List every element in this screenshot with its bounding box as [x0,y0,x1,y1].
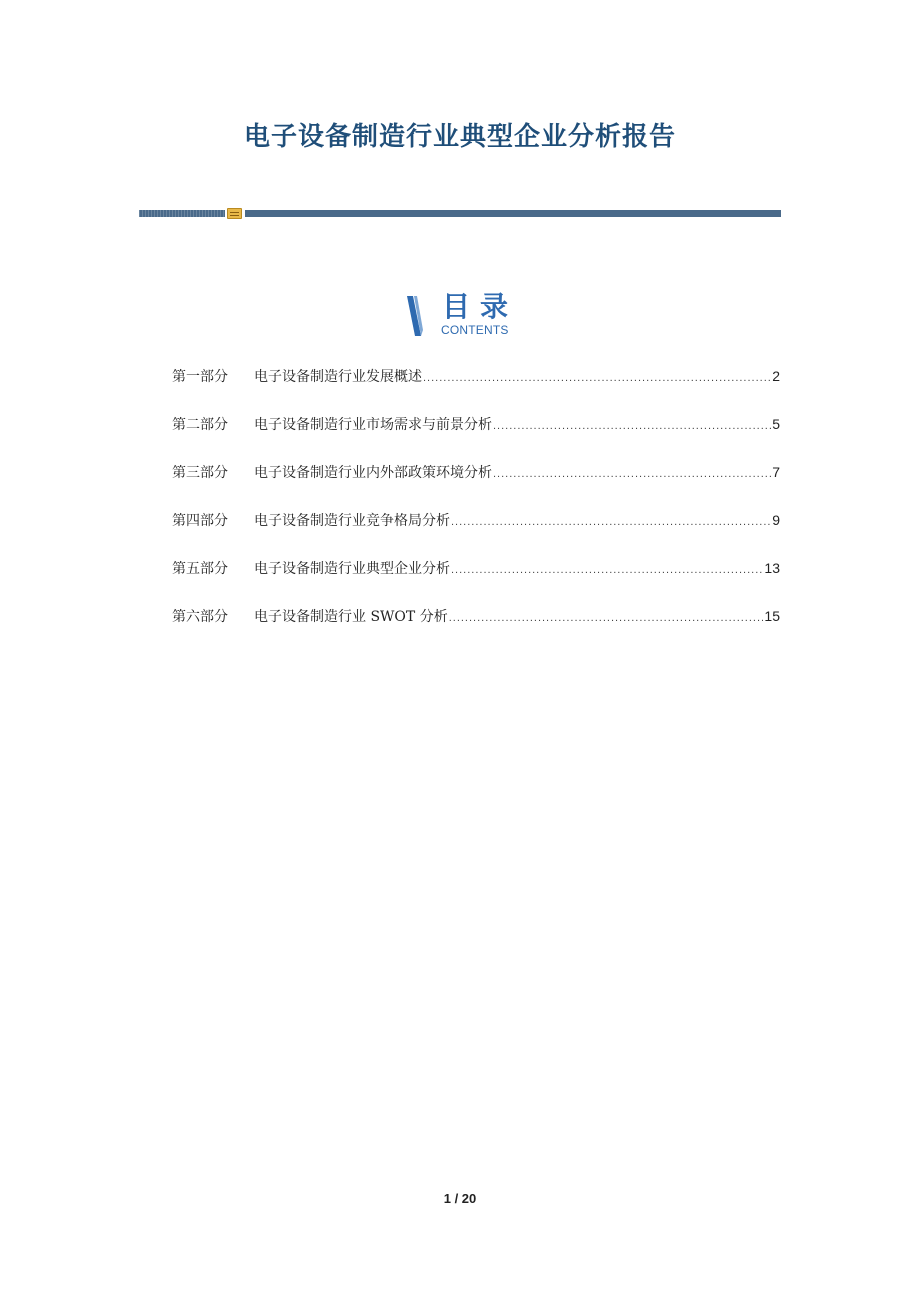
toc-item-leader [493,420,771,432]
toc-item-5[interactable] [172,558,780,606]
toc-item-4[interactable] [172,510,780,558]
toc-item-3[interactable] [172,462,780,510]
toc-item-label: 电子设备制造行业发展概述 [254,369,422,385]
toc-item-label: 电子设备制造行业 SWOT 分析 [254,609,448,625]
toc-item-leader [493,468,771,480]
title-divider [139,208,781,218]
toc-item-part: 第五部分 [172,561,228,577]
toc-item-label: 电子设备制造行业内外部政策环境分析 [254,465,492,481]
toc-item-6[interactable] [172,606,780,654]
toc-list [172,366,780,654]
toc-subheading: CONTENTS [441,323,509,337]
toc-item-label: 电子设备制造行业竞争格局分析 [254,513,450,529]
toc-item-page: 5 [772,416,780,432]
toc-item-leader [423,372,771,384]
toc-item-2[interactable] [172,414,780,462]
slanted-stripe-icon [407,296,423,336]
toc-item-label: 电子设备制造行业市场需求与前景分析 [254,417,492,433]
toc-item-part: 第二部分 [172,417,228,433]
toc-item-leader [451,516,771,528]
toc-item-leader [449,612,764,624]
toc-item-part: 第六部分 [172,609,228,625]
toc-header [405,290,535,340]
toc-item-page: 7 [772,464,780,480]
toc-item-leader [451,564,763,576]
toc-heading: 目录 [442,290,519,323]
toc-item-part: 第三部分 [172,465,228,481]
ribbon-badge-icon [227,208,242,219]
toc-item-page: 13 [764,560,780,576]
toc-item-page: 9 [772,512,780,528]
page-title: 电子设备制造行业典型企业分析报告 [243,122,676,152]
toc-item-1[interactable] [172,366,780,414]
divider-bar-right [245,210,781,217]
toc-item-part: 第一部分 [172,369,228,385]
toc-item-part: 第四部分 [172,513,228,529]
toc-item-label: 电子设备制造行业典型企业分析 [254,561,450,577]
page-number: 1 / 20 [443,1191,477,1206]
toc-item-page: 2 [772,368,780,384]
toc-item-page: 15 [764,608,780,624]
